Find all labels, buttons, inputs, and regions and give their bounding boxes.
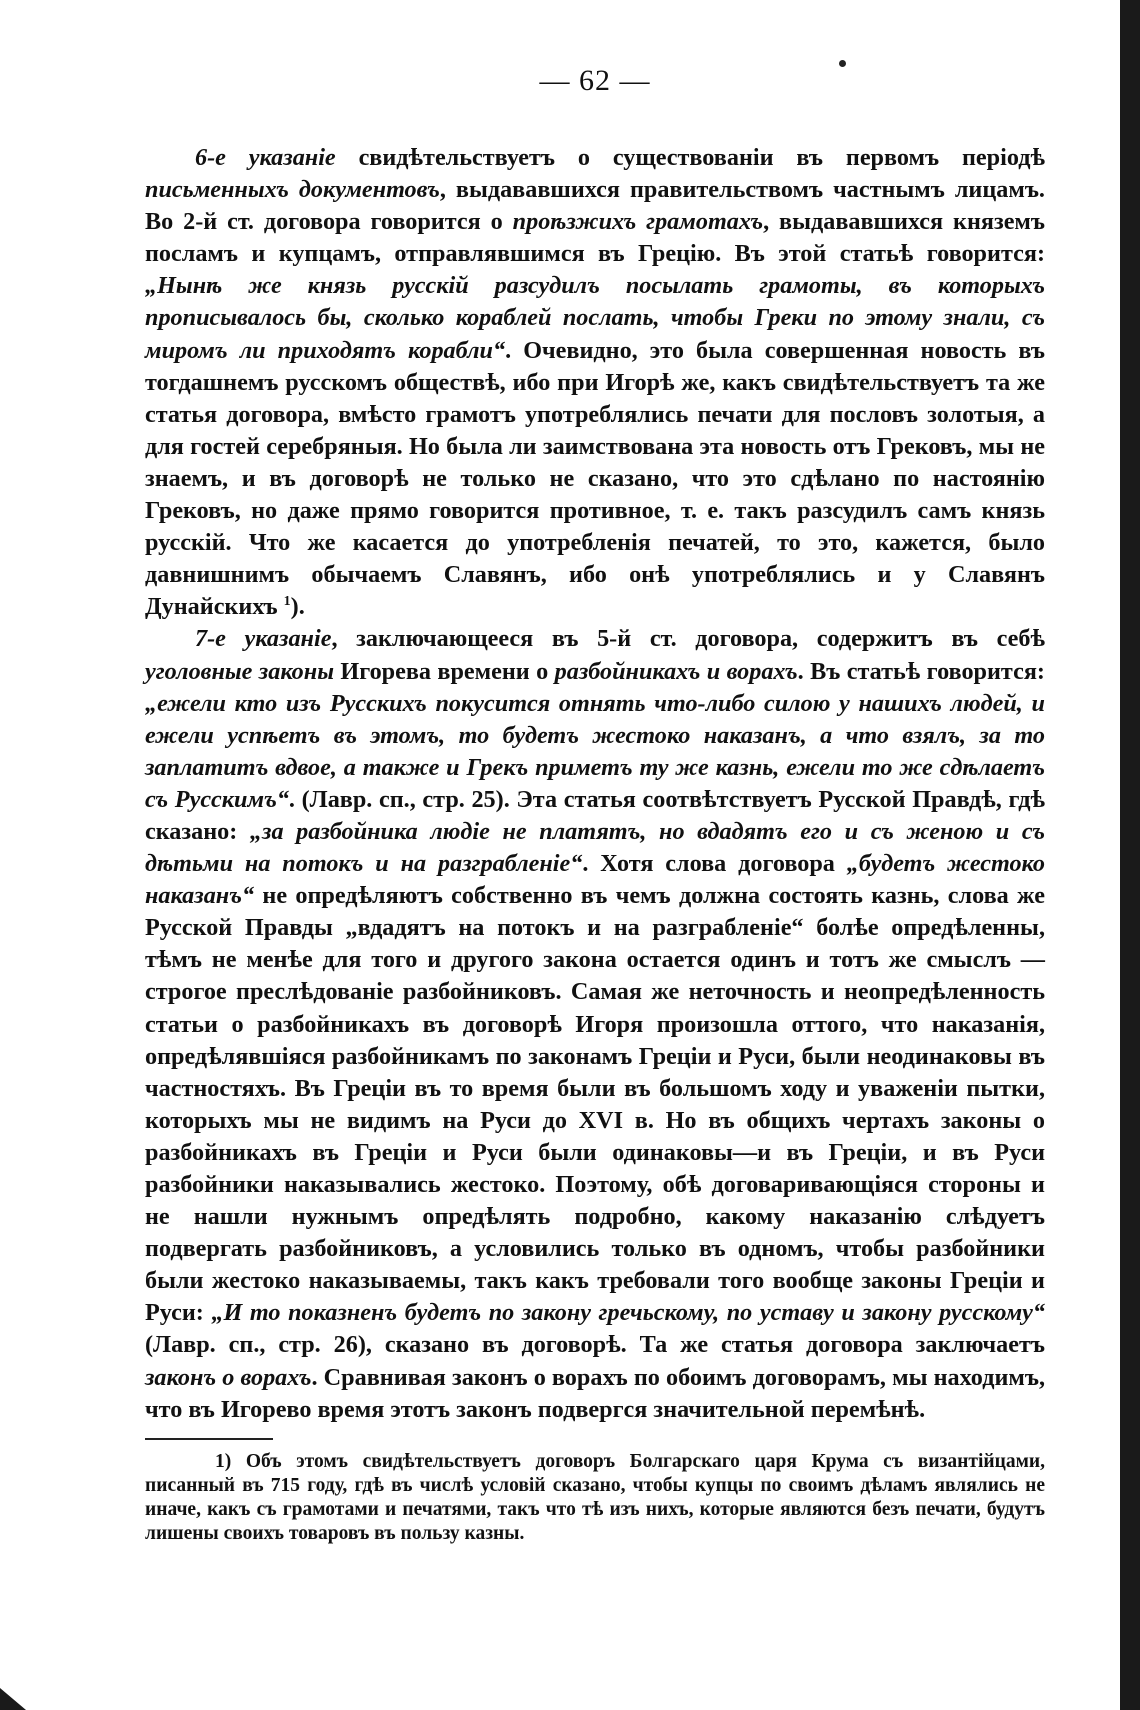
corner-mark-icon: [0, 1688, 26, 1710]
italic-phrase: законъ о ворахъ: [145, 1363, 312, 1391]
text-run: , заключающееся въ 5-й ст. договора, содержитъ въ себѣ: [331, 625, 1045, 653]
italic-phrase: „ежели кто изъ Русскихъ покусится отнять что-либо силою у нашихъ людей, и ежели успѣетъ въ этомъ, то будетъ жестоко наказанъ, а что взялъ, за то заплатитъ вдвое, а также и Грекъ приметъ ту же казнь, ежели то же сдѣлаетъ съ Русскимъ“: [145, 689, 1045, 813]
text-run: , выдававшихся правительствомъ частнымъ лицамъ. Во 2-й ст. договора говорится о: [145, 176, 1045, 236]
footnote-marker: 1): [215, 1450, 232, 1472]
text-run: (Лавр. сп., стр. 26), сказано въ договорѣ. Та же статья договора заключаетъ: [145, 1331, 1045, 1359]
text-run: ).: [290, 593, 305, 621]
footnote-ref: 1: [283, 594, 291, 610]
text-run: , выдававшихся княземъ посламъ и купцамъ, отправлявшимся въ Грецiю. Въ этой статьѣ говорится:: [145, 208, 1046, 268]
text-run: . (Лавр. сп., стр. 25). Эта статья соотвѣтствуетъ Русской Правдѣ, гдѣ сказано:: [145, 785, 1046, 845]
italic-phrase: „будетъ жестоко наказанъ“: [145, 850, 1045, 910]
text-run: . Сравнивая законъ о ворахъ по обоимъ договорамъ, мы находимъ, что въ Игорево время этотъ законъ подвергся значительной перемѣнѣ.: [145, 1363, 1045, 1423]
paragraph-7: [145, 623, 1045, 1425]
text-run: . Очевидно, это была совершенная новость въ тогдашнемъ русскомъ обществѣ, ибо при Игорѣ же, какъ свидѣтельствуетъ та же статья договора, вмѣсто грамотъ употреблялись печати для пословъ золотыя, а для гостей серебряныя. Но была ли заимствована эта новость отъ Грековъ, мы не знаемъ, и въ договорѣ не только не сказано, что это сдѣлано по настоянiю Грековъ, но даже прямо говорится противное, т. е. такъ разсудилъ самъ князь русскiй. Что же касается до употребленiя печатей, то это, кажется, было давнишнимъ обычаемъ Славянъ, ибо онѣ употреблялись и у Славянъ Дунайскихъ: [145, 336, 1045, 621]
italic-phrase: „И то показненъ будетъ по закону гречьскому, по уставу и закону русскому“: [211, 1299, 1045, 1327]
italic-phrase: „за разбойника людiе не платятъ, но вдадятъ его и съ женою и съ дѣтьми на потокъ и на разграбленiе“: [145, 817, 1045, 878]
italic-phrase: письменныхъ документовъ: [145, 176, 440, 204]
italic-phrase: разбойникахъ и ворахъ: [554, 657, 798, 685]
footnote-text: Объ этомъ свидѣтельствуетъ договоръ Болгарскаго царя Крума съ византiйцами, писанный въ 715 году, гдѣ въ числѣ условiй сказано, чтобы купцы по своимъ дѣламъ являлись не иначе, какъ съ грамотами и печатями, такъ что тѣ изъ нихъ, которые являются безъ печати, будутъ лишены своихъ товаровъ въ пользу казны.: [145, 1450, 1045, 1544]
text-run: Игорева времени о: [333, 657, 555, 685]
book-page: [145, 64, 1045, 1546]
italic-phrase: 7-е указанiе: [195, 625, 332, 653]
text-run: . Въ статьѣ говорится:: [797, 657, 1045, 685]
text-run: свидѣтельствуетъ о существованiи въ первомъ перiодѣ: [335, 144, 1045, 171]
footnote: [145, 1450, 1045, 1546]
footnote-divider: [145, 1438, 273, 1440]
paragraph-6: [145, 142, 1045, 623]
text-run: не опредѣляютъ собственно въ чемъ должна состоять казнь, слова же Русской Правды „вдадятъ на потокъ и на разграбленiе“ болѣе опредѣленны, тѣмъ не менѣе для того и другого закона остается одинъ и тотъ же смыслъ — строгое преслѣдованiе разбойниковъ. Самая же неточность и неопредѣленность статьи о разбойникахъ въ договорѣ Игоря произошла оттого, что наказанiя, опредѣлявшiяся разбойникамъ по законамъ Грецiи и Руси, были неодинаковы въ частностяхъ. Въ Грецiи въ то время были въ большомъ ходу и уваженiи пытки, которыхъ мы не видимъ на Руси до XVI в. Но въ общихъ чертахъ законы о разбойникахъ въ Грецiи и Руси были одинаковы—и въ Грецiи, и въ Руси разбойники наказывались жестоко. Поэтому, обѣ договаривающiяся стороны и не нашли нужнымъ опредѣлять подробно, какому наказанiю слѣдуетъ подвергать разбойниковъ, а условились только въ одномъ, чтобы разбойники были жестоко наказываемы, такъ какъ требовали того вообще законы Грецiи и Руси:: [145, 882, 1045, 1327]
italic-phrase: „Нынѣ же князь русскiй разсудилъ посылать грамоты, въ которыхъ прописывалось бы, сколько кораблей послать, чтобы Греки по этому знали, съ миромъ ли приходятъ корабли“: [145, 272, 1045, 364]
italic-phrase: проѣзжихъ грамотахъ: [512, 208, 764, 236]
italic-phrase: 6-е указанiе: [195, 144, 336, 171]
page-number: — 62 —: [539, 64, 651, 97]
italic-phrase: уголовные законы: [145, 657, 334, 685]
text-run: . Хотя слова договора: [582, 850, 847, 878]
scan-edge-bar: [1120, 0, 1140, 1710]
body-text: [145, 142, 1045, 1426]
